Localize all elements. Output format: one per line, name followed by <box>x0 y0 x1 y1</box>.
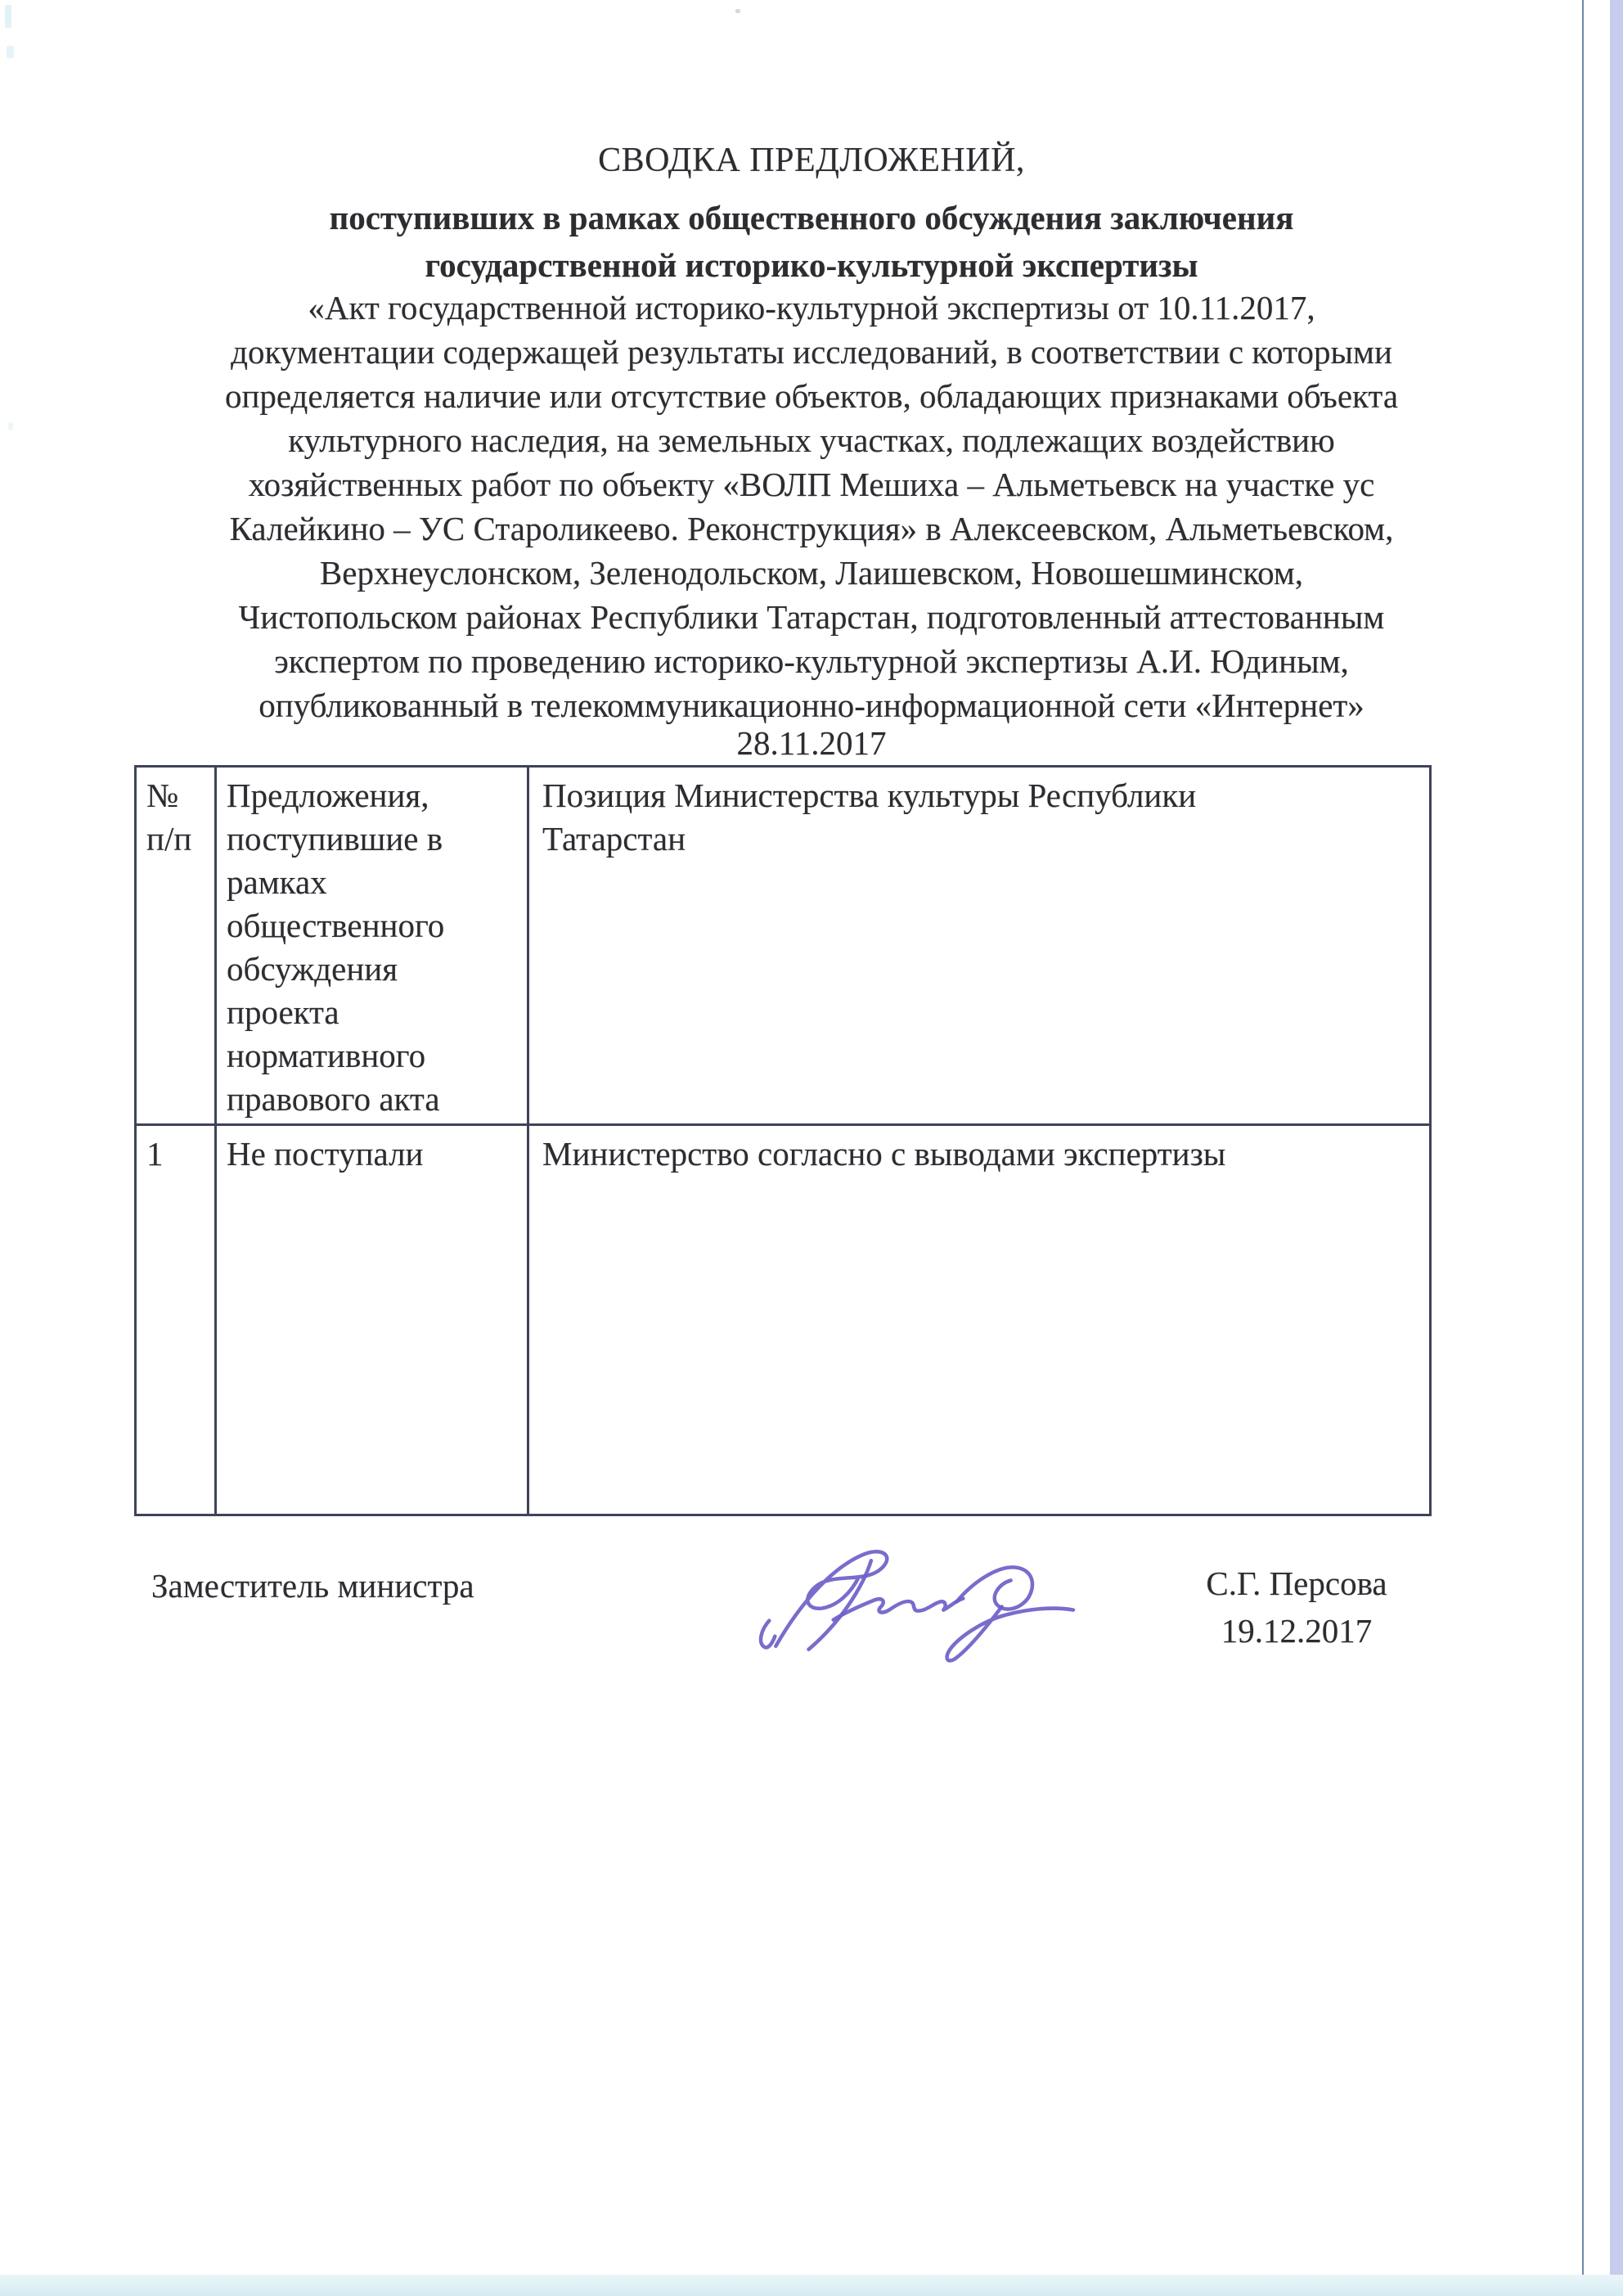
signer-identity-block <box>1166 1560 1427 1654</box>
scan-speck <box>8 422 13 430</box>
cell-position-value: Министерство согласно с выводами экспертизы <box>542 1135 1226 1173</box>
header-line: № <box>146 777 179 814</box>
body-text-line: опубликованный в телекоммуникационно-информационной сети «Интернет» <box>259 687 1364 724</box>
scan-bottom-strip <box>0 2275 1623 2296</box>
header-line: Татарстан <box>542 820 686 858</box>
header-line: общественного <box>227 907 445 944</box>
body-text-line: Чистопольском районах Республики Татарстан, подготовленный аттестованным <box>238 598 1385 636</box>
header-line: обсуждения <box>227 950 398 988</box>
signer-name: С.Г. Персова <box>1206 1564 1387 1602</box>
header-line: Позиция Министерства культуры Республики <box>542 777 1197 814</box>
header-line: рамках <box>227 863 327 901</box>
table-row <box>137 1126 1429 1514</box>
header-line: нормативного <box>227 1037 426 1074</box>
header-cell-ministry-position <box>529 768 1429 1123</box>
scan-speck <box>7 46 14 58</box>
cell-proposals-value: Не поступали <box>217 1126 529 1514</box>
header-cell-proposals <box>217 768 529 1123</box>
table-header-row <box>137 768 1429 1126</box>
body-text-line: определяется наличие или отсутствие объектов, обладающих признаками объекта <box>224 377 1399 415</box>
header-line: правового акта <box>227 1080 440 1118</box>
body-text-line: «Акт государственной историко-культурной экспертизы от 10.11.2017, <box>308 289 1315 326</box>
body-text-line: культурного наследия, на земельных участках, подлежащих воздействию <box>288 421 1335 459</box>
scan-speck <box>735 9 740 13</box>
header-line: проекта <box>227 993 339 1031</box>
body-text-line: документации содержащей результаты исследований, в соответствии с которыми <box>231 333 1392 371</box>
document-title: СВОДКА ПРЕДЛОЖЕНИЙ, <box>598 142 1025 179</box>
signature-date: 19.12.2017 <box>1221 1612 1373 1650</box>
body-text-line: Верхнеуслонском, Зеленодольском, Лаишевском, Новошешминском, <box>319 554 1304 592</box>
header-line: п/п <box>146 820 192 858</box>
body-text-line: Калейкино – УС Староликеево. Реконструкция» в Алексеевском, Альметьевском, <box>229 510 1394 547</box>
scan-edge-line <box>1582 0 1584 2296</box>
handwritten-signature <box>710 1524 1080 1669</box>
header-line: Предложения, <box>227 777 429 814</box>
scan-edge-band <box>1610 0 1623 2296</box>
header-cell-number <box>137 768 217 1123</box>
document-subtitle-line: поступивших в рамках общественного обсуждения заключения <box>329 199 1294 236</box>
proposals-table <box>134 765 1432 1516</box>
cell-row-number: 1 <box>137 1126 217 1514</box>
publication-date: 28.11.2017 <box>736 724 887 762</box>
body-text-line: экспертом по проведению историко-культурной экспертизы А.И. Юдиным, <box>274 642 1349 680</box>
header-line: поступившие в <box>227 820 443 858</box>
signer-role: Заместитель министра <box>151 1567 474 1605</box>
scan-speck <box>5 5 11 28</box>
document-subtitle-line: государственной историко-культурной экспертизы <box>425 246 1198 284</box>
body-text-line: хозяйственных работ по объекту «ВОЛП Мешиха – Альметьевск на участке ус <box>248 466 1375 503</box>
